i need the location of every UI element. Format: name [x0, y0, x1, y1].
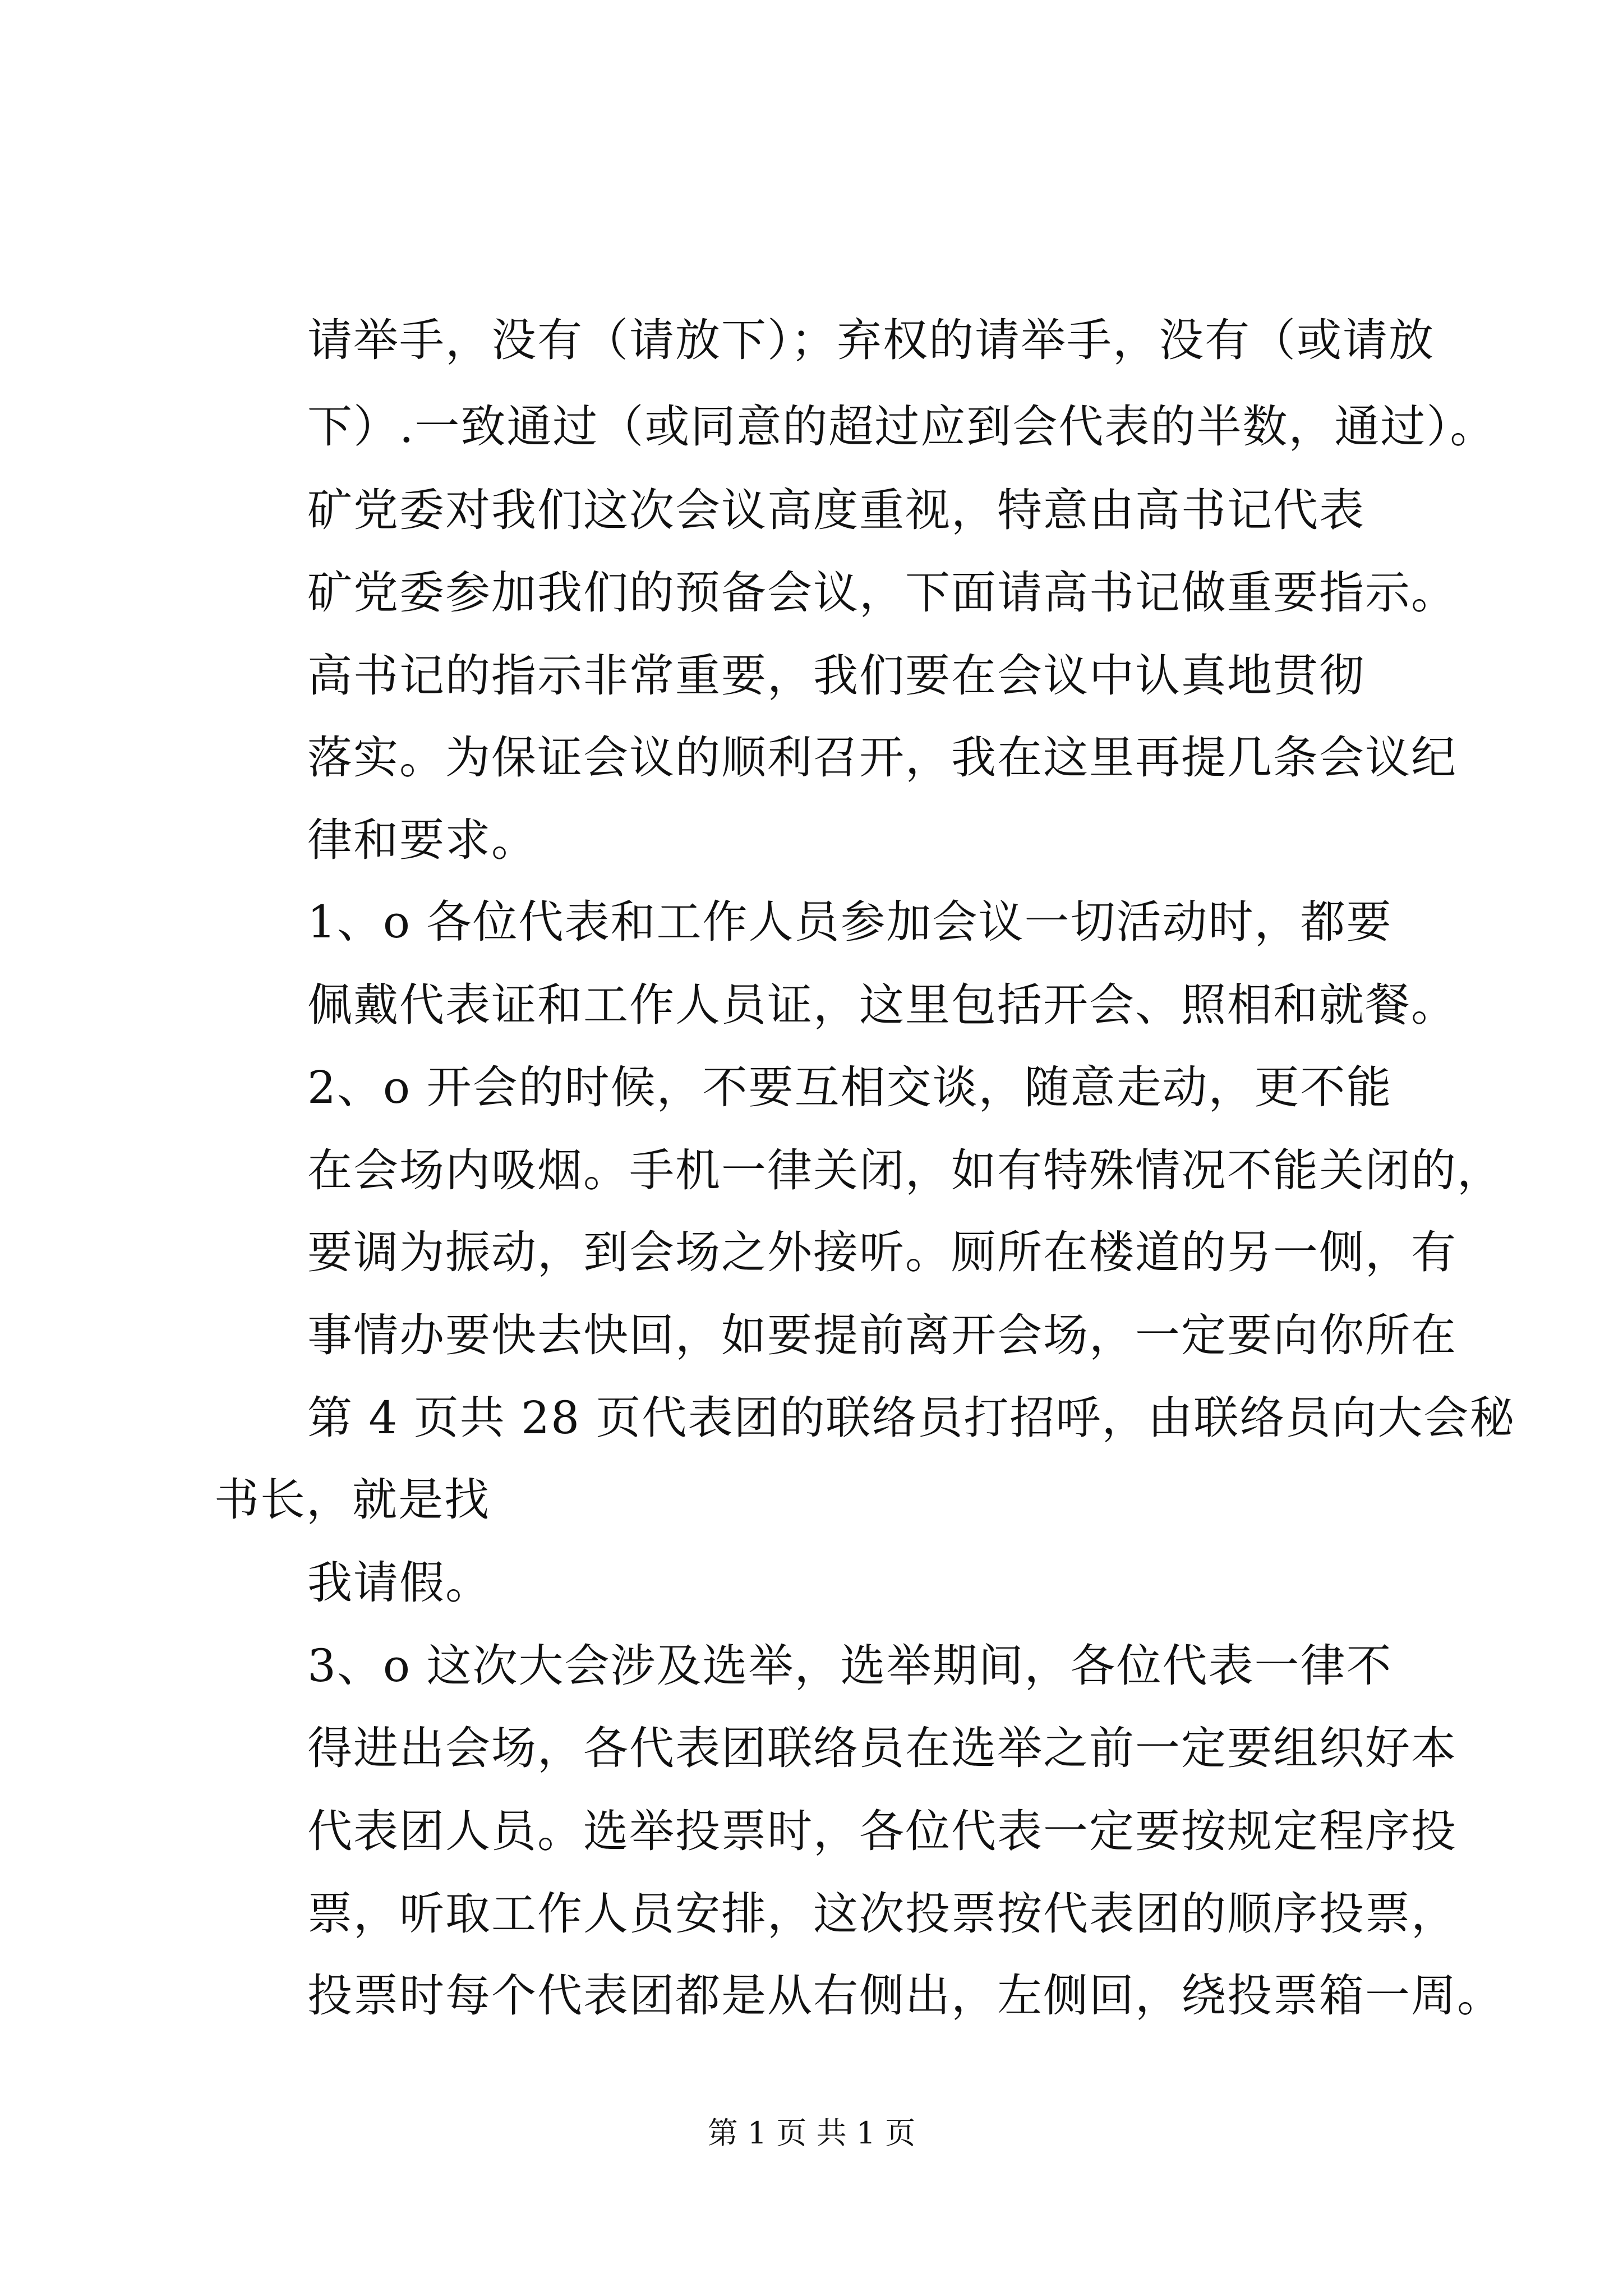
text-line-6: 落实。为保证会议的顺利召开，我在这里再提几条会议纪 [307, 731, 1457, 784]
text-line-14: 第 4 页共 28 页代表团的联络员打招呼，由联络员向大会秘 [307, 1392, 1516, 1444]
text-line-3: 矿党委对我们这次会议高度重视，特意由高书记代表 [307, 484, 1365, 536]
text-line-16: 我请假。 [307, 1557, 491, 1609]
text-line-20: 票，听取工作人员安排，这次投票按代表团的顺序投票， [307, 1888, 1457, 1940]
text-line-13: 事情办要快去快回，如要提前离开会场，一定要向你所在 [307, 1309, 1457, 1361]
text-line-11: 在会场内吸烟。手机一律关闭，如有特殊情况不能关闭的， [307, 1144, 1503, 1197]
text-line-19: 代表团人员。选举投票时，各位代表一定要按规定程序投 [307, 1805, 1457, 1857]
text-line-7: 律和要求。 [307, 814, 537, 866]
text-line-15: 书长，就是找 [214, 1474, 490, 1526]
text-line-17: 3、o 这次大会涉及选举，选举期间，各位代表一律不 [307, 1640, 1393, 1692]
text-line-4: 矿党委参加我们的预备会议，下面请高书记做重要指示。 [307, 567, 1457, 619]
text-line-9: 佩戴代表证和工作人员证，这里包括开会、照相和就餐。 [307, 979, 1457, 1031]
text-line-21: 投票时每个代表团都是从右侧出，左侧回，绕投票箱一周。 [307, 1970, 1503, 2022]
text-line-18: 得进出会场，各代表团联络员在选举之前一定要组织好本 [307, 1722, 1457, 1774]
text-line-10: 2、o 开会的时候，不要互相交谈，随意走动，更不能 [307, 1061, 1393, 1114]
text-line-2: 下）.一致通过（或同意的超过应到会代表的半数，通过）。 [307, 401, 1496, 453]
text-line-8: 1、o 各位代表和工作人员参加会议一切活动时，都要 [307, 896, 1393, 948]
text-line-1: 请举手，没有（请放下）；弃权的请举手，没有（或请放 [307, 314, 1435, 366]
text-line-12: 要调为振动，到会场之外接听。厕所在楼道的另一侧，有 [307, 1226, 1457, 1278]
page-footer: 第 1 页 共 1 页 [707, 2115, 916, 2151]
text-line-5: 高书记的指示非常重要，我们要在会议中认真地贯彻 [307, 650, 1365, 702]
